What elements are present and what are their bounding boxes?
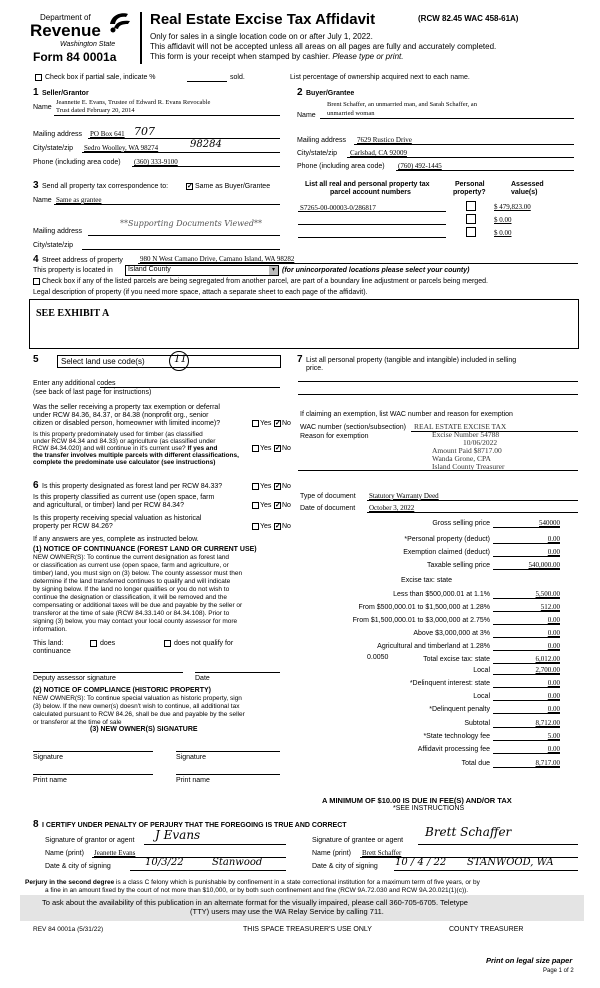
stamp-line: 10/06/2022 [463,438,498,447]
section-8-number: 8 [33,819,39,830]
header-line2: This affidavit will not be accepted unless all areas on all pages are fully and accurately completed. [150,42,497,51]
buyer-phone-label: Phone (including area code) [297,163,385,170]
forest-yes-label: Yes [260,483,272,490]
calc-row-label: *State technology fee [423,733,490,740]
grantee-name: Brett Schaffer [362,849,402,857]
section-4-number: 4 [33,254,39,265]
calc-row-label: Taxable selling price [426,562,490,569]
exemption-yes-label: Yes [260,420,272,427]
calc-row-label: *Delinquent interest: state [409,680,490,687]
seller-city-handwritten: 98284 [190,139,222,150]
timber-question-2: under RCW 84.34 and 84.33) or agriculture (as classified under [33,438,216,445]
calc-row-label: Less than $500,000.01 at 1.1% [393,591,490,598]
deputy-date-label: Date [195,675,210,682]
calc-row-value: 5,500.00 [535,590,560,598]
seller-city-label: City/state/zip [33,145,74,152]
personal-property-checkbox-3[interactable] [466,227,476,237]
calc-row-line [493,740,560,741]
local-rate: 0.0050 [367,654,389,661]
seller-mail: PO Box 641 [90,130,125,138]
calc-row-value: 0.00 [547,745,560,753]
notice-continuance-line: NEW OWNER(S): To continue the current designation as forest land [33,554,230,561]
calc-row-label: *Delinquent penalty [429,706,490,713]
current-use-question-1: Is this property classified as current use (open space, farm [33,494,215,501]
forest-no-label: No [282,483,291,490]
parcel-col-heading: List all real and personal property tax [305,181,430,188]
certification-statement: I CERTIFY UNDER PENALTY OF PERJURY THAT THE FOREGOING IS TRUE AND CORRECT [42,822,347,829]
calc-row-line [493,727,560,728]
grantee-date: 10 / 4 / 22 [395,857,447,868]
buyer-name: Brent Schaffer, an unmarried man, and Sarah Schaffer, an [327,101,477,108]
if-any-yes-note: If any answers are yes, complete as instructed below. [33,536,199,543]
calc-row-value: 0.00 [547,548,560,556]
land-does-checkbox[interactable] [90,640,97,647]
calc-row-value: 0.00 [547,642,560,650]
assessed-value-1: $ 479,823.00 [494,203,531,211]
land-use-select-label: Select land use code(s) [61,357,145,366]
calc-row-label: Excise tax: state [401,577,452,584]
grantor-signature: J Evans [155,828,201,842]
alternate-format-note-2: (TTY) users may use the WA Relay Service by calling 711. [190,907,384,916]
buyer-mail-label: Mailing address [297,137,347,144]
stamp-line: Amount Paid $8717.00 [432,446,502,455]
seller-name: Jeannette E. Evans, Trustee of Edward R. Evans Revocable [56,99,211,106]
calc-row-line [493,674,560,675]
buyer-phone: (760) 492-1445 [398,162,442,170]
forest-no-checkbox[interactable]: ✓ [275,483,281,490]
new-owner-signature-heading: (3) NEW OWNER(S) SIGNATURE [90,726,198,733]
exemption-question-3: citizen or disabled person, homeowner with limited income)? [33,420,221,427]
historic-yes-checkbox[interactable] [252,523,259,530]
seller-mail-handwritten: 707 [134,125,155,138]
historic-yes-label: Yes [260,523,272,530]
s3-mail-label: Mailing address [33,228,83,235]
this-land-label: This land: [33,640,64,647]
calc-row-label: Total excise tax: state [423,656,490,663]
calc-row-line [493,713,560,714]
calc-row-label: Total due [461,760,490,767]
exemption-no-label: No [282,420,291,427]
current-use-no-checkbox[interactable]: ✓ [275,502,281,509]
timber-yes-label: Yes [260,445,272,452]
county-select[interactable] [125,265,279,276]
stamp-line: REAL ESTATE EXCISE TAX [414,422,507,431]
notice-compliance-line: NEW OWNER(S): To continue special valuation as historic property, sign [33,695,242,702]
grantee-city: STANWOOD, WA [467,857,554,868]
calc-row-line [493,527,560,528]
calc-row-label: Local [473,667,490,674]
calc-row-label: Gross selling price [432,520,490,527]
historic-question-2: property per RCW 84.26? [33,523,113,530]
timber-question-4: the transfer involves multiple parcels with different classifications, [33,452,239,459]
street-address-label: Street address of property [42,257,123,264]
notice-continuance-line: or classification as current use (open space, farm and agriculture, or [33,562,229,569]
form-number: Form 84 0001a [33,50,117,64]
land-does-label: does [100,640,116,647]
segregated-checkbox[interactable] [33,278,40,285]
calc-row-value: 0.00 [547,679,560,687]
buyer-city-label: City/state/zip [297,150,338,157]
stamp-line: Island County Treasurer [432,462,505,471]
legal-description-text: SEE EXHIBIT A [36,308,110,319]
section-1-number: 1 [33,87,39,98]
uninc-note: (for unincorporated locations please select your county) [282,267,470,274]
section-6-number: 6 [33,480,39,491]
partial-sale-label: Check box if partial sale, indicate % [45,74,156,81]
land-does-not-label: does not qualify for [174,640,234,647]
assessed-value-2: $ 0.00 [494,216,512,224]
calc-row-label: Subtotal [464,720,490,727]
historic-no-label: No [282,523,291,530]
notice-continuance-line: compensating or additional taxes will be due and payable by the seller or [33,602,243,609]
see-back-note: (see back of last page for instructions) [33,389,152,396]
calc-row-value: 6,012.00 [535,655,560,663]
state-label: Washington State [60,41,116,48]
calc-row-line [493,556,560,557]
ownership-note: List percentage of ownership acquired next to each name. [290,74,470,81]
calc-row-label: From $500,000.01 to $1,500,000 at 1.28% [358,604,490,611]
notice-continuance-heading: (1) NOTICE OF CONTINUANCE (FOREST LAND OR CURRENT USE) [33,546,257,553]
see-instructions-note: *SEE INSTRUCTIONS [393,805,465,812]
calc-row-label: Affidavit processing fee [417,746,490,753]
notice-compliance-heading: (2) NOTICE OF COMPLIANCE (HISTORIC PROPERTY) [33,687,211,694]
header-divider [140,12,142,64]
calc-row-value: 0.00 [547,705,560,713]
calc-row-line [493,543,560,544]
forest-question: Is this property designated as forest land per RCW 84.33? [42,483,223,490]
calc-row-value: 540,000.00 [528,561,560,569]
same-as-buyer-label: Same as Buyer/Grantee [195,183,271,190]
historic-question-1: Is this property receiving special valuation as historical [33,515,202,522]
assessed-col-heading: Assessed [511,181,544,188]
owner-print-label-2: Print name [176,777,210,784]
minimum-fee-note: A MINIMUM OF $10.00 IS DUE IN FEE(S) AND/OR TAX [322,796,512,805]
personal-property-label-2: price. [306,365,324,372]
grantee-name-label: Name (print) [312,850,351,857]
notice-continuance-line: transferor at the time of sale (RCW 84.33.140 or 84.34.108). Prior to [33,610,230,617]
section-5-number: 5 [33,354,39,365]
personal-property-label: List all personal property (tangible and intangible) included in selling [306,357,517,364]
calc-row-line [493,700,560,701]
owner-signature-label-1: Signature [33,754,63,761]
section-7-number: 7 [297,354,303,365]
notice-continuance-line: timber) land, you must sign on (3) below. The county assessor must then [33,570,243,577]
timber-no-checkbox[interactable]: ✓ [275,445,281,452]
forest-yes-checkbox[interactable] [252,483,259,490]
calc-row-line [493,598,560,599]
page-number: Page 1 of 2 [543,968,574,974]
timber-no-label: No [282,445,291,452]
timber-question-5: complete the predominate use calculator (see instructions) [33,459,216,466]
exemption-question-1: Was the seller receiving a property tax exemption or deferral [33,404,220,411]
buyer-name-2: unmarried woman [327,110,375,117]
doc-date: October 3, 2022 [369,504,415,512]
header-line1: Only for sales in a single location code on or after July 1, 2022. [150,32,373,41]
partial-sale-checkbox[interactable] [35,74,42,81]
calc-row-line [493,767,560,768]
exemption-claim-label: If claiming an exemption, list WAC number and reason for exemption [300,411,513,418]
located-label: This property is located in [33,267,113,274]
personal-col-heading: Personal [455,181,485,188]
calc-row-label: *Personal property (deduct) [404,536,490,543]
calc-row-label: Agricultural and timberland at 1.28% [377,643,490,650]
historic-no-checkbox[interactable]: ✓ [275,523,281,530]
timber-question-1: Is this property predominately used for timber (as classified [33,431,203,438]
calc-row-value: 8,717.00 [535,759,560,767]
assessed-value-3: $ 0.00 [494,229,512,237]
same-as-buyer-checkbox[interactable]: ✓ [187,183,193,190]
grantee-signature: Brett Schaffer [425,825,512,839]
street-address: 980 N West Camano Drive, Camano Island, WA 98282 [140,255,295,263]
grantor-name: Jeanette Evans [94,849,136,857]
perjury-note: Perjury in the second degree is a class C felony which is punishable by confinement in a state correctional institution for a maximum term of five years, or by [25,879,480,886]
grantor-date-city-label: Date & city of signing [45,863,111,870]
perjury-note-2: a fine in an amount fixed by the court of not more than $10,000, or by both such confinement and fine (RCW 9A.72.030 and RCW 9A.20.021(1)(c)). [45,887,469,894]
buyer-mail: 7629 Rustico Drive [357,136,412,144]
timber-yes-checkbox[interactable] [252,445,259,452]
seller-phone-label: Phone (including area code) [33,159,121,166]
personal-col-heading-2: property? [453,189,486,196]
revision-label: REV 84 0001a (5/31/22) [33,926,104,933]
reason-label: Reason for exemption [300,433,369,440]
partial-sold-label: sold. [230,74,245,81]
s3-name: Same as grantee [56,196,102,204]
treasurer-use-label: THIS SPACE TREASURER'S USE ONLY [243,926,372,933]
section-3-number: 3 [33,180,39,191]
calc-row-label: Above $3,000,000 at 3% [413,630,490,637]
stamp-line: Excise Number 54788 [432,430,500,439]
calc-row-label: Exemption claimed (deduct) [403,549,490,556]
timber-question-3: RCW 84.34.020) and will continue in it's current use? If yes and [33,445,218,452]
grantor-city: Stanwood [212,857,263,868]
seller-city: Sedro Woolley, WA 98274 [84,144,159,152]
current-use-no-label: No [282,502,291,509]
calc-row-value: 512.00 [540,603,560,611]
calc-row-value: 0.00 [547,692,560,700]
exemption-yes-checkbox[interactable] [252,420,259,427]
seller-heading: Seller/Grantor [42,90,89,97]
exemption-question-2: under RCW 84.36, 84.37, or 84.38 (nonprofit org., senior [33,412,209,419]
calc-row-label: Local [473,693,490,700]
doc-date-label: Date of document [300,505,356,512]
current-use-yes-checkbox[interactable] [252,502,259,509]
revenue-logo-text: Revenue [30,21,101,40]
current-use-question-2: and agricultural, or timber) land per RCW 84.34? [33,502,184,509]
calc-row-line [493,663,560,664]
parcel-col-heading-2: parcel account numbers [330,189,411,196]
calc-row-value: 2,700.00 [535,666,560,674]
alternate-format-note: To ask about the availability of this publication in an alternate format for the visually impaired, please call 360-705-6705. Teletype [42,898,468,907]
calc-row-line [493,611,560,612]
deputy-assessor-label: Deputy assessor signature [33,675,116,682]
buyer-city: Carlsbad, CA 92009 [350,149,407,157]
s3-city-label: City/state/zip [33,242,74,249]
land-use-code: 11 [174,354,187,365]
section-2-number: 2 [297,87,303,98]
owner-print-label-1: Print name [33,777,67,784]
notice-compliance-line: (3) below. If the new owner(s) doesn't wish to continue, all additional tax [33,703,240,710]
doc-type-label: Type of document [300,493,356,500]
seller-name-2: Trust dated February 20, 2014 [56,107,135,114]
doc-type: Statutory Warranty Deed [369,492,439,500]
calc-row-value: 540000 [539,519,560,527]
wac-number-label: WAC number (section/subsection) [300,424,406,431]
legal-description-box[interactable] [29,299,579,349]
chevron-down-icon[interactable]: ▾ [269,266,278,275]
assessed-col-heading-2: value(s) [511,189,538,196]
calc-row-line [493,753,560,754]
legal-paper-note: Print on legal size paper [486,956,573,965]
notice-continuance-line: determine if the land transferred continues to qualify and will indicate [33,578,231,585]
calc-row-line [493,650,560,651]
county-select-value: Island County [128,266,171,273]
county-treasurer-label: COUNTY TREASURER [449,926,524,933]
segregated-label: Check box if any of the listed parcels are being segregated from another parcel, are part of a boundary line adjustment or parcels being merged. [42,278,488,285]
grantor-signature-label: Signature of grantor or agent [45,837,135,844]
notice-continuance-line: information. [33,626,67,633]
stamp-line: Wanda Grone, CPA [432,454,491,463]
calc-row-value: 0.00 [547,535,560,543]
calc-row-value: 0.00 [547,616,560,624]
partial-percent-line[interactable] [187,81,227,82]
current-use-yes-label: Yes [260,502,272,509]
personal-property-checkbox-2[interactable] [466,214,476,224]
buyer-heading: Buyer/Grantee [306,90,355,97]
calc-row-line [493,637,560,638]
header-line3: This form is your receipt when stamped by cashier. Please type or print. [150,52,404,61]
notice-continuance-line: by signing below. If the land no longer qualifies or you do not wish to [33,586,230,593]
additional-codes-label: Enter any additional codes [33,380,116,387]
dor-logo-icon [106,10,132,34]
parcel-number: S7265-00-00003-0/286817 [300,204,376,212]
supporting-docs-stamp: **Supporting Documents Viewed** [120,219,262,228]
calc-row-value: 8,712.00 [535,719,560,727]
grantor-name-label: Name (print) [45,850,84,857]
seller-mail-label: Mailing address [33,131,83,138]
grantor-date: 10/3/22 [145,857,184,868]
calc-row-label: From $1,500,000.01 to $3,000,000 at 2.75% [352,617,490,624]
legal-desc-label: Legal description of property (if you need more space, attach a separate sheet to each page of the affidavit). [33,289,368,296]
correspondence-label: Send all property tax correspondence to: [42,183,169,190]
notice-compliance-line: or transferor at the time of sale [33,719,122,726]
calc-row-line [493,687,560,688]
seller-name-label: Name [33,104,52,111]
form-rcw: (RCW 82.45 WAC 458-61A) [418,14,519,23]
grantee-signature-label: Signature of grantee or agent [312,837,404,844]
calc-row-line [493,569,560,570]
continuance-label: continuance [33,648,71,655]
grantee-date-city-label: Date & city of signing [312,863,378,870]
notice-continuance-line: signing (3) below, you may contact your local county assessor for more [33,618,238,625]
personal-property-checkbox-1[interactable] [466,201,476,211]
dept-label: Department of [40,13,91,22]
exemption-no-checkbox[interactable]: ✓ [275,420,281,427]
calc-row-value: 0.00 [547,629,560,637]
seller-phone: (360) 333-9100 [134,158,178,166]
notice-continuance-line: continue the designation or classification, it will be removed and the [33,594,228,601]
owner-signature-label-2: Signature [176,754,206,761]
calc-row-value: 5.00 [547,732,560,740]
land-does-not-checkbox[interactable] [164,640,171,647]
calc-row-line [493,624,560,625]
buyer-name-label: Name [297,112,316,119]
notice-compliance-line: calculated pursuant to RCW 84.26, shall be due and payable by the seller [33,711,245,718]
form-title: Real Estate Excise Tax Affidavit [150,11,376,28]
s3-name-label: Name [33,197,52,204]
